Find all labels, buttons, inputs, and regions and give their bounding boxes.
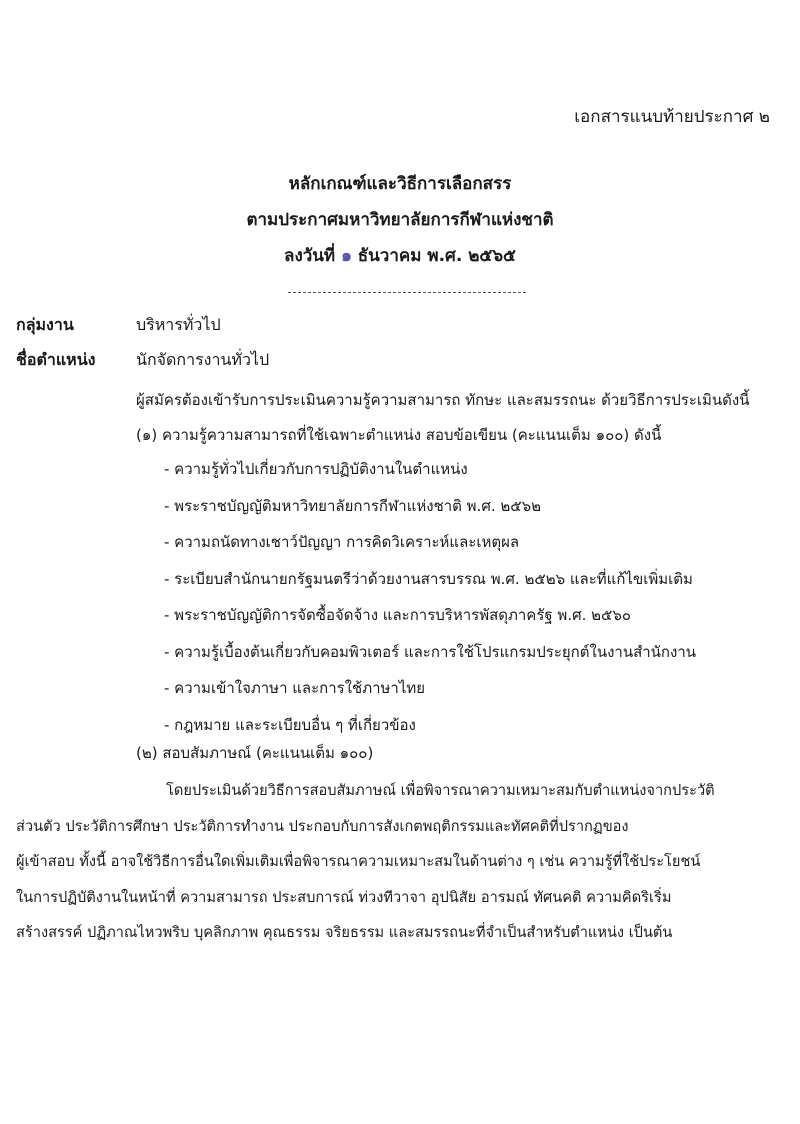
document-title bbox=[0, 166, 800, 274]
field-row-job-group bbox=[0, 310, 800, 340]
list-item: - พระราชบัญญัติการจัดซื้อจัดจ้าง และการบริหารพัสดุภาครัฐ พ.ศ. ๒๕๖๐ bbox=[164, 606, 632, 624]
date-suffix: ธันวาคม พ.ศ. ๒๕๖๕ bbox=[357, 246, 516, 266]
paragraph-line: ส่วนตัว ประวัติการศึกษา ประวัติการทำงาน ประกอบกับการสังเกตพฤติกรรมและทัศคติที่ปรากฏของ bbox=[16, 817, 629, 835]
list-item: - ความถนัดทางเชาว์ปัญญา การคิดวิเคราะห์และเหตุผล bbox=[164, 533, 520, 551]
section-2-heading: (๒) สอบสัมภาษณ์ (คะแนนเต็ม ๑๐๐) bbox=[136, 744, 374, 762]
field-row-position bbox=[0, 345, 800, 375]
date-day: ๑ bbox=[341, 246, 352, 266]
paragraph-line: โดยประเมินด้วยวิธีการสอบสัมภาษณ์ เพื่อพิจารณาความเหมาะสมกับตำแหน่งจากประวัติ bbox=[166, 782, 715, 799]
assessment-intro: ผู้สมัครต้องเข้ารับการประเมินความรู้ความสามารถ ทักษะ และสมรรถนะ ด้วยวิธีการประเมินดังนี้ bbox=[136, 391, 750, 409]
paragraph-line: สร้างสรรค์ ปฏิภาณไหวพริบ บุคลิกภาพ คุณธรรม จริยธรรม และสมรรถนะที่จำเป็นสำหรับตำแหน่ง เป็นต้น bbox=[16, 924, 673, 941]
title-divider bbox=[288, 292, 526, 293]
list-item: - ความรู้เบื้องต้นเกี่ยวกับคอมพิวเตอร์ และการใช้โปรแกรมประยุกต์ในงานสำนักงาน bbox=[164, 642, 697, 661]
title-line-3 bbox=[0, 238, 800, 274]
position-label: ชื่อตำแหน่ง bbox=[16, 350, 96, 369]
title-line-2: ตามประกาศมหาวิทยาลัยการกีฬาแห่งชาติ bbox=[246, 210, 554, 230]
paragraph-line: ผู้เข้าสอบ ทั้งนี้ อาจใช้วิธีการอื่นใดเพิ่มเติมเพื่อพิจารณาความเหมาะสมในด้านต่าง ๆ เช่น ความรู้ที่ใช้ประโยชน์ bbox=[16, 853, 701, 870]
section-1-heading: (๑) ความรู้ความสามารถที่ใช้เฉพาะตำแหน่ง สอบข้อเขียน (คะแนนเต็ม ๑๐๐) ดังนี้ bbox=[136, 426, 662, 444]
attachment-label: เอกสารแนบท้ายประกาศ ๒ bbox=[574, 107, 770, 127]
job-group-label: กลุ่มงาน bbox=[16, 315, 74, 334]
list-item: - กฎหมาย และระเบียบอื่น ๆ ที่เกี่ยวข้อง bbox=[164, 715, 416, 734]
position-value: นักจัดการงานทั่วไป bbox=[136, 350, 270, 369]
list-item: - ความรู้ทั่วไปเกี่ยวกับการปฏิบัติงานในตำแหน่ง bbox=[164, 460, 468, 478]
job-group-value: บริหารทั่วไป bbox=[136, 315, 221, 334]
written-exam-topics bbox=[164, 454, 696, 746]
paragraph-line: ในการปฏิบัติงานในหน้าที่ ความสามารถ ประสบการณ์ ท่วงทีวาจา อุปนิสัย อารมณ์ ทัศนคติ ความคิดริเริ่ม bbox=[16, 888, 672, 906]
list-item: - ระเบียบสำนักนายกรัฐมนตรีว่าด้วยงานสารบรรณ พ.ศ. ๒๕๒๖ และที่แก้ไขเพิ่มเติม bbox=[164, 569, 693, 588]
list-item: - ความเข้าใจภาษา และการใช้ภาษาไทย bbox=[164, 679, 426, 697]
interview-paragraph bbox=[16, 776, 792, 954]
list-item: - พระราชบัญญัติมหาวิทยาลัยการกีฬาแห่งชาติ พ.ศ. ๒๕๖๒ bbox=[164, 496, 542, 515]
title-line-1: หลักเกณฑ์และวิธีการเลือกสรร bbox=[288, 174, 512, 194]
date-prefix: ลงวันที่ bbox=[284, 246, 336, 266]
